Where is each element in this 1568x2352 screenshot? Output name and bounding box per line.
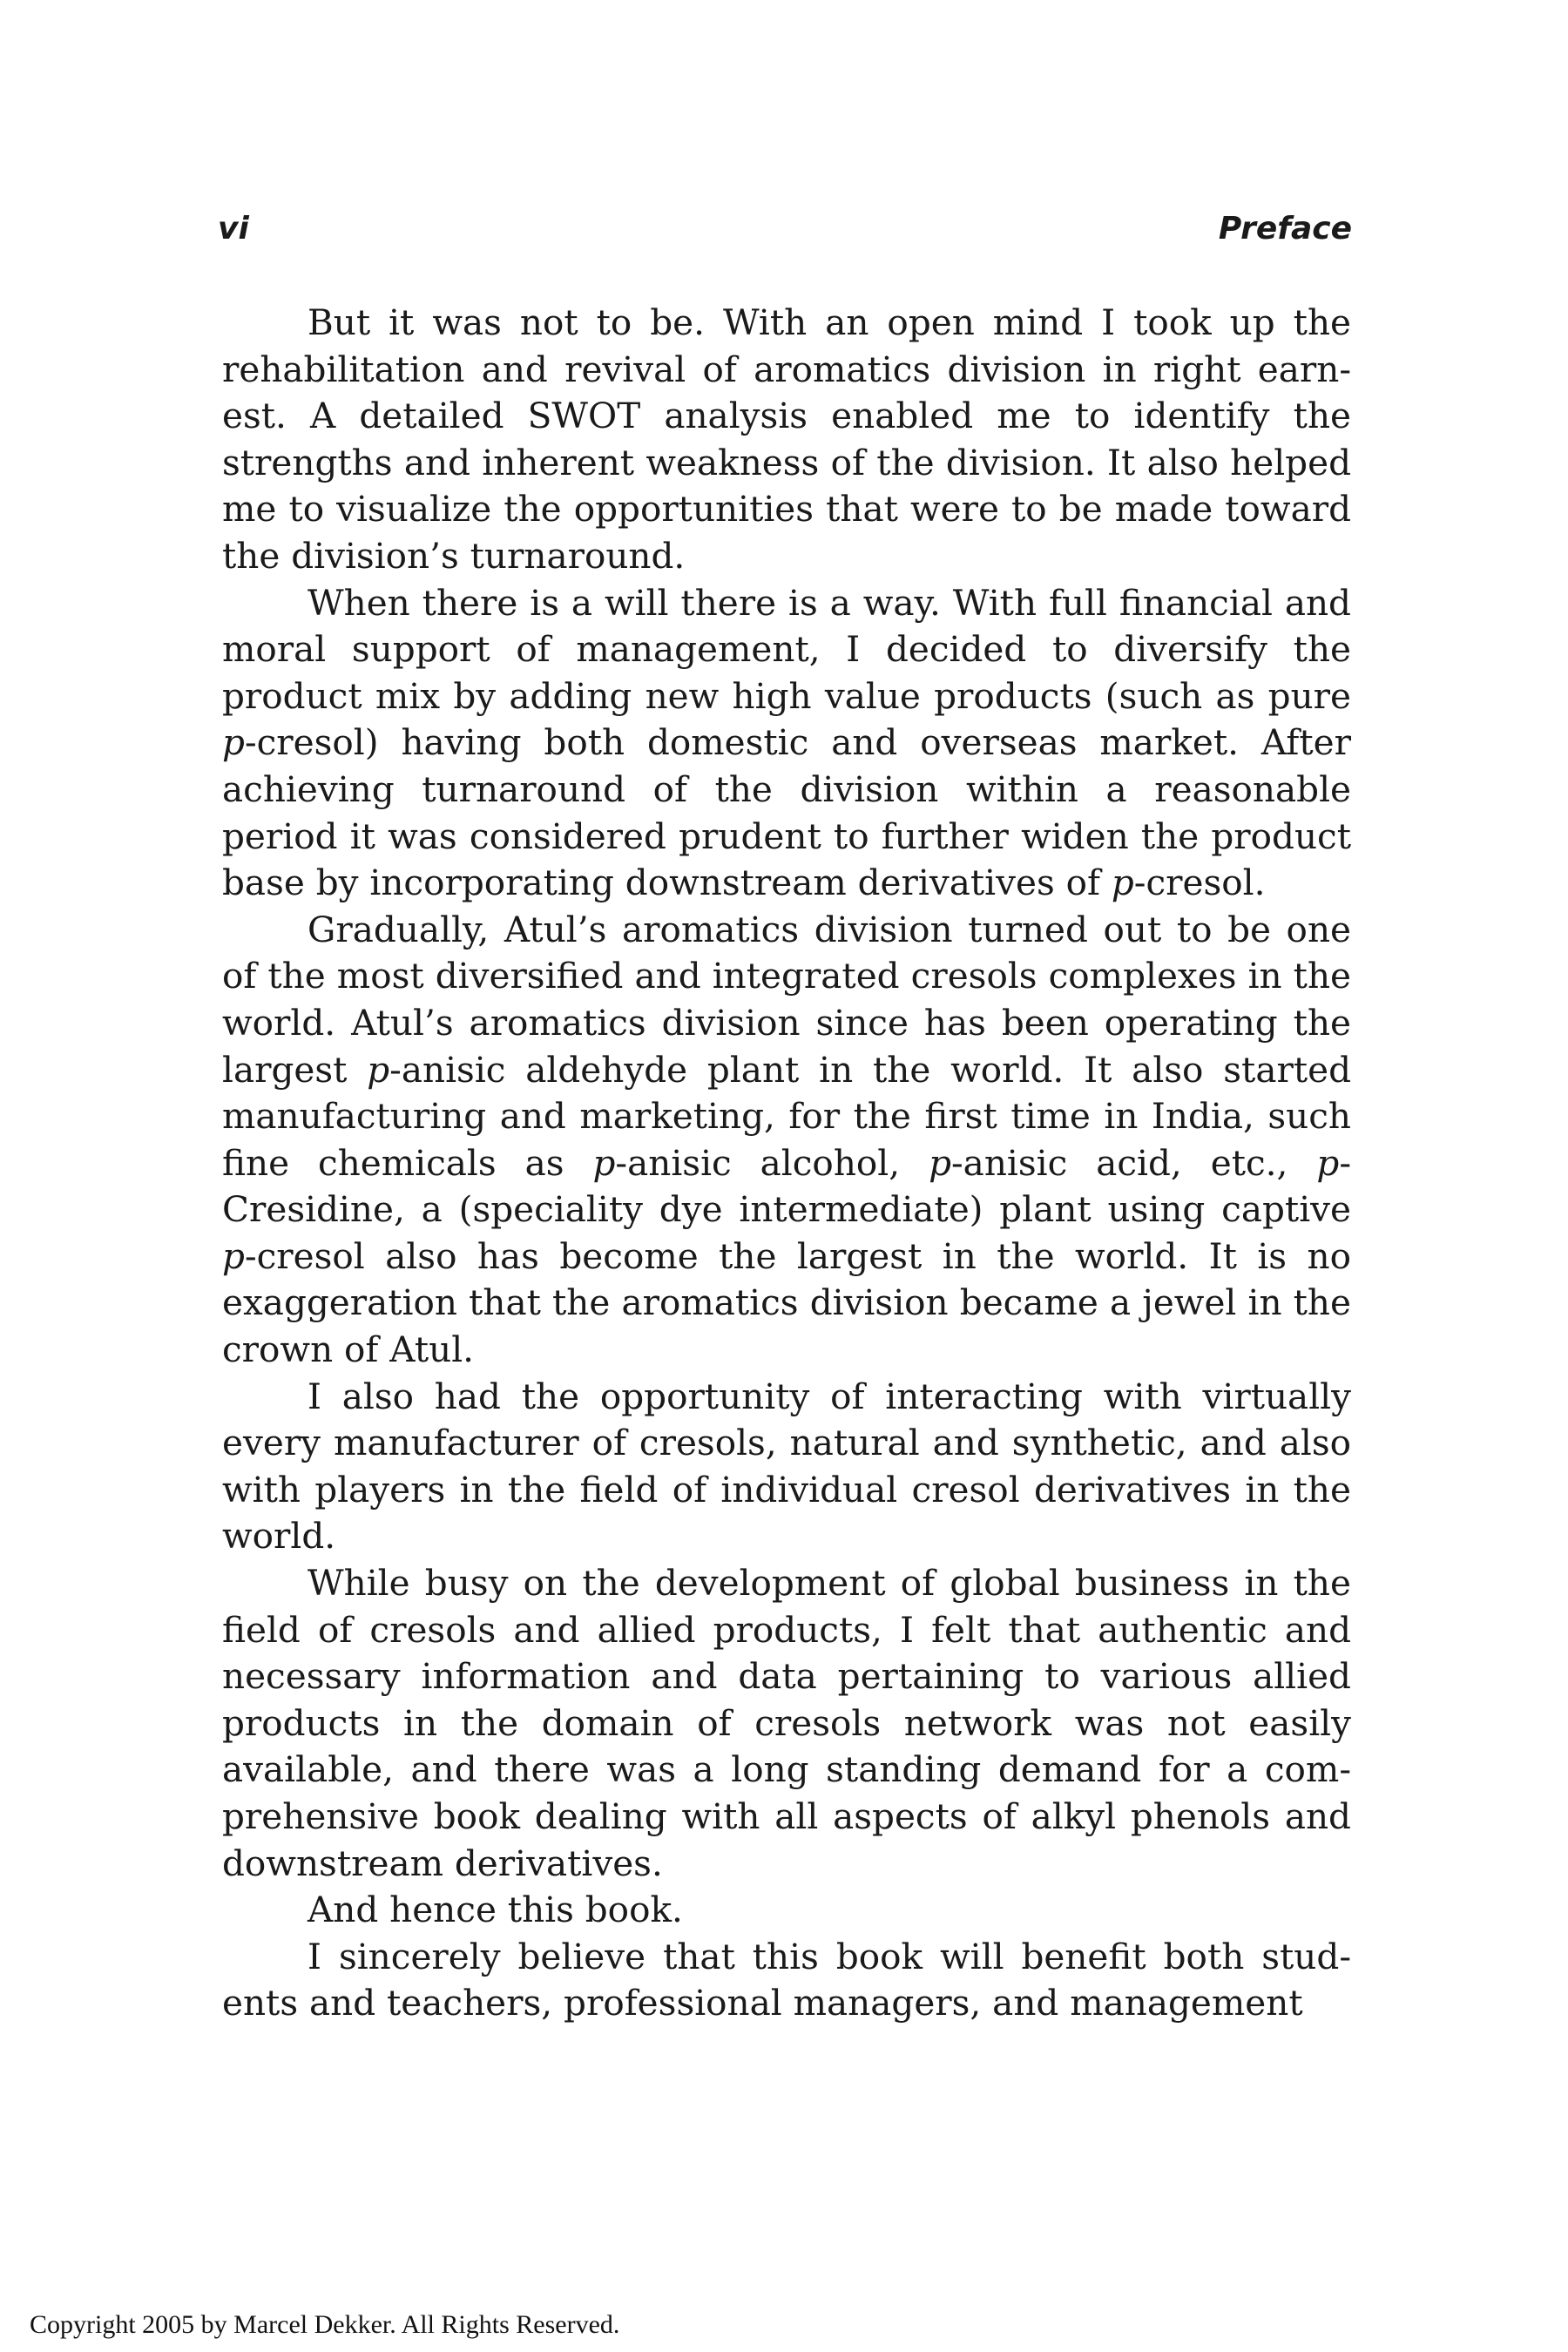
text-segment: Gradually, Atul’s aromatics division turned out to be one of the most diversified and integrated cresols complexes in the world. Atul’s aromatics division since has been operating the largest [222,908,1351,1091]
italic-p: p [222,1234,245,1277]
italic-p: p [222,721,245,764]
paragraph-2 [222,580,1351,907]
text-segment: While busy on the development of global business in the field of cresols and allied products, I felt that authentic and necessary information and data pertaining to various allied products in the domain of cresols network was not easily available, and there was a long standing demand for a comprehensive book dealing with all aspects of alkyl phenols and downstream derivatives. [222,1562,1351,1884]
text-segment: -anisic alcohol, [615,1141,929,1184]
text-segment: I sincerely believe that this book will benefit both students and teachers, professional managers, and management [222,1935,1351,2024]
italic-p: p [1316,1141,1340,1184]
text-segment: -cresol) having both domestic and overseas market. After achieving turnaround of the division within a reasonable period it was considered prudent to further widen the product base by incorporating downstream derivatives of [222,721,1351,904]
paragraph-3 [222,907,1351,1374]
preface-body [222,300,1351,2027]
text-segment: -anisic aldehyde plant in the world. It also started manufacturing and marketing, for the first time in India, such fine chemicals as [222,1048,1351,1184]
text-segment: I also had the opportunity of interacting with virtually every manufacturer of cresols, natural and synthetic, and also with players in the field of individual cresol derivatives in the world. [222,1375,1351,1558]
paragraph-5 [222,1560,1351,1887]
paragraph-1 [222,300,1351,580]
page-number: vi [218,211,249,247]
italic-p: p [592,1141,616,1184]
text-segment: When there is a will there is a way. With full financial and moral support of management, I decided to diversify the product mix by adding new high value products (such as pure [222,581,1351,717]
paragraph-7 [222,1934,1351,2027]
text-segment: And hence this book. [308,1889,683,1931]
text-segment: But it was not to be. With an open mind I took up the rehabilitation and revival of aromatics division in right earnest. A detailed SWOT analysis enabled me to identify the strengths and inherent weakness of the division. It also helped me to visualize the opportunities that were to be made toward the division’s turnaround. [222,301,1351,577]
italic-p: p [1111,862,1134,904]
text-segment: -anisic acid, etc., [951,1141,1317,1184]
paragraph-4 [222,1374,1351,1560]
text-segment: -cresol. [1133,862,1266,904]
text-segment: -cresol also has become the largest in the world. It is no exaggeration that the aromatics division became a jewel in the crown of Atul. [222,1234,1351,1371]
running-head [218,202,1352,254]
italic-p: p [367,1048,390,1091]
text-segment: -Cresidine, a (speciality dye intermediate) plant using captive [222,1141,1351,1231]
copyright-footer: Copyright 2005 by Marcel Dekker. All Rights Reserved. [30,2310,620,2339]
paragraph-6 [222,1887,1351,1934]
section-title: Preface [1218,211,1352,247]
italic-p: p [929,1141,951,1184]
